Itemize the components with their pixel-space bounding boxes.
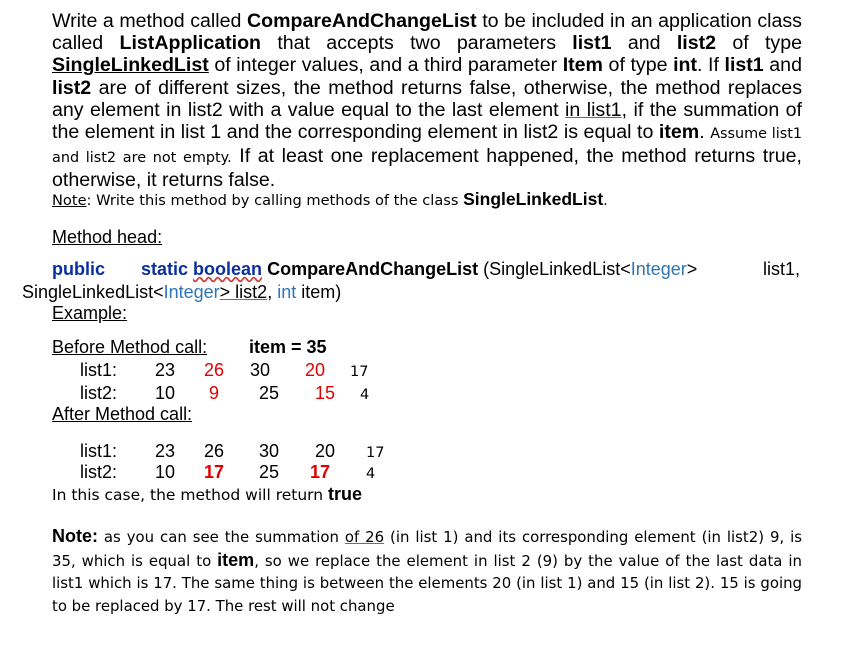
after-list1-value: 26 bbox=[204, 441, 225, 461]
param-item: item) bbox=[296, 282, 342, 302]
method-name: CompareAndChangeList bbox=[246, 10, 477, 32]
text: (SingleLinkedList< bbox=[483, 259, 631, 279]
param-list2: list2 bbox=[230, 282, 268, 302]
note-label: Note: bbox=[52, 526, 98, 546]
type-int: int bbox=[673, 54, 698, 77]
text: are of different sizes, the method returns false, otherwise, the method replaces any element in list2 with a value equal to the last element bbox=[52, 76, 802, 121]
after-list1-value: 17 bbox=[366, 445, 385, 461]
text: of type bbox=[716, 32, 803, 55]
text: to be included in an application class called bbox=[52, 10, 802, 55]
text: (in list 1) and its corresponding element (in list2) 9, is 35, which is equal to bbox=[52, 528, 802, 570]
text: , bbox=[267, 282, 278, 302]
type-integer: Integer bbox=[163, 282, 220, 302]
before-list2-value: 25 bbox=[259, 383, 280, 403]
before-list1-value: 20 bbox=[305, 360, 326, 380]
after-list2-value: 4 bbox=[366, 466, 376, 482]
text: If at least one replacement happened, the method returns true, otherwise, it returns false. bbox=[52, 145, 802, 192]
before-list1-value: 17 bbox=[350, 364, 369, 380]
text: In this case, the method will return bbox=[52, 486, 329, 504]
method-head-label: Method head: bbox=[52, 227, 163, 247]
assume-text: Assume list1 and list2 are not empty. bbox=[52, 126, 802, 167]
before-list2-value: 4 bbox=[360, 387, 370, 403]
param-item: item bbox=[658, 121, 700, 144]
text: . If bbox=[697, 54, 725, 77]
text: SingleLinkedList< bbox=[22, 282, 164, 302]
text: , so we replace the element in list 2 (9) by the value of the last data in list1 which is 17. The same thing is between the elements 20 (in list 1) and 15 (in list 2). 15 is going to be replaced by 17. The rest will not change bbox=[52, 551, 802, 616]
text: that accepts two parameters bbox=[261, 32, 573, 55]
method-name: CompareAndChangeList bbox=[267, 259, 479, 279]
class-name: SingleLinkedList bbox=[463, 189, 604, 209]
explanation-note bbox=[52, 525, 802, 618]
type-int: int bbox=[277, 282, 297, 302]
text: of 26 bbox=[344, 528, 385, 546]
param-list2: list2 bbox=[52, 76, 92, 99]
after-list2-label: list2: bbox=[80, 462, 118, 482]
text: of integer values, and a third parameter bbox=[208, 54, 563, 77]
keyword-static: static bbox=[141, 259, 189, 279]
keyword-public: public bbox=[52, 259, 105, 279]
after-list2-value: 17 bbox=[310, 462, 331, 482]
before-list2-value: 10 bbox=[155, 383, 176, 403]
param-item: Item bbox=[562, 54, 603, 77]
example-label: Example: bbox=[52, 303, 128, 323]
text: and bbox=[611, 32, 677, 55]
param-list1: list1 bbox=[572, 32, 612, 55]
before-list2-value: 15 bbox=[315, 383, 336, 403]
note-label: Note bbox=[52, 192, 87, 209]
after-list2-value: 10 bbox=[155, 462, 176, 482]
before-list2-value: 9 bbox=[209, 383, 220, 403]
before-list1-value: 26 bbox=[204, 360, 225, 380]
text: and bbox=[763, 54, 802, 77]
text: Write a method called bbox=[52, 10, 247, 32]
after-list2-value: 25 bbox=[259, 462, 280, 482]
in-list1: in list1 bbox=[565, 98, 622, 121]
before-label: Before Method call: bbox=[52, 337, 208, 357]
param-list2: list2 bbox=[676, 32, 717, 55]
note-line bbox=[52, 189, 608, 210]
before-list2-label: list2: bbox=[80, 383, 118, 403]
text: > bbox=[686, 259, 698, 279]
note-end: . bbox=[603, 192, 608, 209]
before-list1-value: 23 bbox=[155, 360, 176, 380]
param-list1: list1 bbox=[724, 54, 764, 77]
return-statement bbox=[52, 484, 362, 505]
after-list2-value: 17 bbox=[204, 462, 225, 482]
signature-list1: list1, bbox=[763, 259, 801, 279]
text: . bbox=[699, 121, 711, 144]
param-item: item bbox=[217, 549, 255, 570]
text: , if the summation of the element in list 1 and the corresponding element in list2 is equal to bbox=[52, 98, 802, 144]
before-list1-label: list1: bbox=[80, 360, 118, 380]
item-value: item = 35 bbox=[249, 337, 327, 357]
type-integer: Integer bbox=[630, 259, 687, 279]
text: of type bbox=[602, 54, 674, 77]
text: > bbox=[219, 282, 231, 302]
before-list1-value: 30 bbox=[250, 360, 271, 380]
after-list1-label: list1: bbox=[80, 441, 118, 461]
problem-statement bbox=[52, 10, 802, 192]
signature-line-1 bbox=[52, 259, 697, 280]
after-list1-value: 23 bbox=[155, 441, 176, 461]
return-value: true bbox=[328, 484, 363, 504]
keyword-boolean: boolean bbox=[193, 259, 263, 279]
after-label: After Method call: bbox=[52, 404, 193, 424]
class-name: ListApplication bbox=[119, 32, 262, 55]
after-list1-value: 20 bbox=[315, 441, 336, 461]
signature-line-2 bbox=[22, 282, 341, 303]
type-name: SingleLinkedList bbox=[52, 54, 209, 77]
text: as you can see the summation bbox=[98, 528, 345, 546]
note-text: : Write this method by calling methods of the class bbox=[86, 192, 464, 209]
after-list1-value: 30 bbox=[259, 441, 280, 461]
